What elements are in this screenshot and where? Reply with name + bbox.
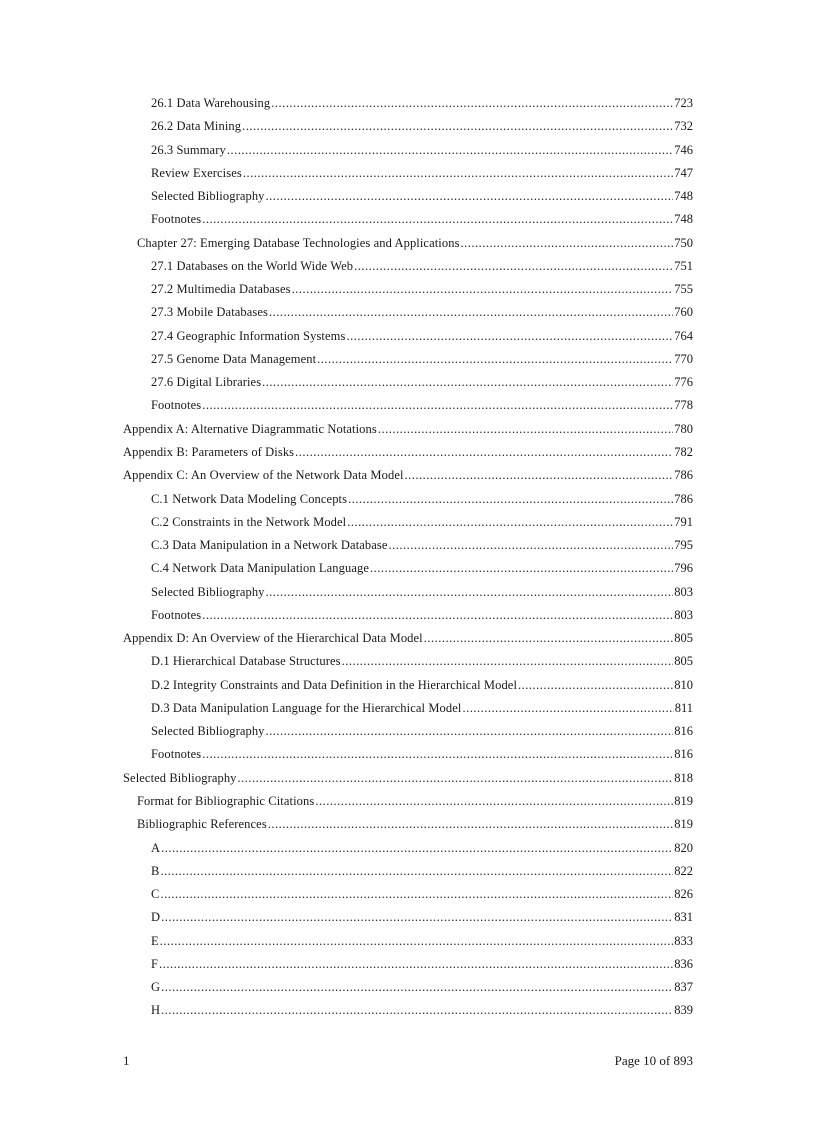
toc-entry-page: 822 <box>674 863 693 878</box>
toc-entry-title: H <box>151 1003 161 1018</box>
dot-leader <box>378 418 673 441</box>
toc-entry-page: 811 <box>674 700 693 715</box>
dot-leader <box>269 301 673 324</box>
toc-entry-title: Appendix A: Alternative Diagrammatic Notations <box>123 421 377 436</box>
toc-entry-page: 786 <box>674 468 693 483</box>
toc-entry[interactable] <box>151 953 693 976</box>
dot-leader <box>243 162 673 185</box>
toc-entry-title: Selected Bibliography <box>151 189 265 204</box>
toc-entry[interactable] <box>151 674 693 697</box>
toc-entry-page: 764 <box>674 328 693 343</box>
dot-leader <box>317 348 673 371</box>
toc-entry-page: 819 <box>674 817 693 832</box>
toc-entry[interactable] <box>151 301 693 324</box>
toc-entry-page: 723 <box>674 96 693 110</box>
toc-entry[interactable] <box>151 650 693 673</box>
toc-entry-title: Selected Bibliography <box>123 770 237 785</box>
toc-entry-page: 816 <box>674 747 693 762</box>
toc-entry-title: 26.2 Data Mining <box>151 119 242 134</box>
toc-entry-page: 810 <box>674 677 693 692</box>
toc-entry-page: 751 <box>674 258 693 273</box>
toc-entry-title: E <box>151 933 159 948</box>
toc-entry[interactable] <box>151 976 693 999</box>
toc-entry-page: 805 <box>674 654 693 669</box>
dot-leader <box>271 92 673 115</box>
toc-entry-page: 831 <box>674 910 693 925</box>
toc-entry[interactable] <box>151 488 693 511</box>
dot-leader <box>242 115 673 138</box>
dot-leader <box>262 371 673 394</box>
toc-entry[interactable] <box>151 860 693 883</box>
toc-entry[interactable] <box>151 185 693 208</box>
toc-entry-page: 803 <box>674 607 693 622</box>
toc-entry-title: D.1 Hierarchical Database Structures <box>151 654 341 669</box>
toc-entry-page: 819 <box>674 793 693 808</box>
toc-entry[interactable] <box>151 743 693 766</box>
dot-leader <box>461 232 674 255</box>
toc-entry[interactable] <box>151 162 693 185</box>
toc-entry-title: A <box>151 840 161 855</box>
toc-entry-title: Format for Bibliographic Citations <box>137 793 315 808</box>
toc-entry-page: 820 <box>674 840 693 855</box>
toc-entry-page: 746 <box>674 142 693 157</box>
dot-leader <box>202 394 673 417</box>
toc-entry-title: C.2 Constraints in the Network Model <box>151 514 347 529</box>
toc-entry-title: 27.3 Mobile Databases <box>151 305 269 320</box>
toc-entry-title: C.3 Data Manipulation in a Network Database <box>151 538 388 553</box>
dot-leader <box>266 581 674 604</box>
dot-leader <box>348 488 673 511</box>
toc-entry[interactable] <box>123 767 693 790</box>
toc-entry-page: 748 <box>674 212 693 227</box>
toc-entry-page: 778 <box>674 398 693 413</box>
dot-leader <box>347 511 673 534</box>
toc-entry-title: F <box>151 956 159 971</box>
toc-entry[interactable] <box>151 325 693 348</box>
toc-entry-title: D <box>151 910 161 925</box>
dot-leader <box>161 999 673 1022</box>
toc-entry-title: C.4 Network Data Manipulation Language <box>151 561 369 576</box>
toc-entry[interactable] <box>151 883 693 906</box>
dot-leader <box>266 720 674 743</box>
toc-entry-page: 836 <box>674 956 693 971</box>
toc-entry[interactable] <box>137 232 693 255</box>
table-of-contents <box>0 92 816 1023</box>
toc-entry[interactable] <box>151 720 693 743</box>
toc-entry-page: 760 <box>674 305 693 320</box>
toc-entry-page: 837 <box>674 980 693 995</box>
toc-entry-page: 795 <box>674 538 693 553</box>
toc-entry-title: Review Exercises <box>151 165 242 180</box>
toc-entry-page: 780 <box>674 421 693 436</box>
toc-entry[interactable] <box>137 790 693 813</box>
toc-entry-page: 748 <box>674 189 693 204</box>
toc-entry-title: G <box>151 980 161 995</box>
toc-entry[interactable] <box>151 255 693 278</box>
dot-leader <box>238 767 674 790</box>
toc-entry-page: 803 <box>674 584 693 599</box>
toc-entry-page: 839 <box>674 1003 693 1018</box>
toc-entry-title: Footnotes <box>151 212 202 227</box>
dot-leader <box>295 441 673 464</box>
dot-leader <box>159 953 673 976</box>
toc-entry-title: C.1 Network Data Modeling Concepts <box>151 491 348 506</box>
dot-leader <box>160 883 673 906</box>
toc-entry[interactable] <box>151 604 693 627</box>
toc-entry-page: 833 <box>674 933 693 948</box>
toc-entry[interactable] <box>151 278 693 301</box>
dot-leader <box>227 139 673 162</box>
toc-entry-page: 747 <box>674 165 693 180</box>
dot-leader <box>202 604 673 627</box>
toc-entry-title: Footnotes <box>151 747 202 762</box>
dot-leader <box>354 255 673 278</box>
dot-leader <box>202 208 673 231</box>
dot-leader <box>518 674 673 697</box>
toc-entry[interactable] <box>137 813 693 836</box>
toc-entry-title: Footnotes <box>151 607 202 622</box>
toc-entry-title: B <box>151 863 160 878</box>
dot-leader <box>268 813 673 836</box>
toc-entry[interactable] <box>151 534 693 557</box>
dot-leader <box>342 650 674 673</box>
toc-entry-title: Selected Bibliography <box>151 584 265 599</box>
toc-entry-title: 26.3 Summary <box>151 142 226 157</box>
toc-entry-title: Appendix B: Parameters of Disks <box>123 444 295 459</box>
toc-entry[interactable] <box>151 999 693 1022</box>
toc-entry-title: 27.1 Databases on the World Wide Web <box>151 258 354 273</box>
toc-entry[interactable] <box>151 906 693 929</box>
dot-leader <box>315 790 673 813</box>
toc-entry-title: D.2 Integrity Constraints and Data Definition in the Hierarchical Model <box>151 677 518 692</box>
toc-entry-title: Bibliographic References <box>137 817 267 832</box>
toc-entry-page: 750 <box>674 235 693 250</box>
toc-entry[interactable] <box>151 348 693 371</box>
toc-entry-title: 27.6 Digital Libraries <box>151 375 262 390</box>
toc-entry[interactable] <box>151 511 693 534</box>
toc-entry-title: 27.5 Genome Data Management <box>151 351 317 366</box>
toc-entry[interactable] <box>123 418 693 441</box>
toc-entry-title: Chapter 27: Emerging Database Technologies and Applications <box>137 235 460 250</box>
toc-entry[interactable] <box>151 139 693 162</box>
dot-leader <box>370 557 673 580</box>
toc-entry[interactable] <box>151 371 693 394</box>
toc-entry-title: C <box>151 887 160 902</box>
toc-entry[interactable] <box>151 92 693 115</box>
dot-leader <box>202 743 673 766</box>
toc-entry[interactable] <box>123 464 693 487</box>
toc-entry[interactable] <box>151 697 693 720</box>
toc-entry-page: 755 <box>674 282 693 297</box>
toc-entry-page: 770 <box>674 351 693 366</box>
dot-leader <box>424 627 674 650</box>
dot-leader <box>346 325 673 348</box>
toc-entry-page: 818 <box>674 770 693 785</box>
dot-leader <box>160 930 674 953</box>
toc-entry[interactable] <box>123 441 693 464</box>
toc-entry-page: 782 <box>674 444 693 459</box>
toc-entry-title: 27.4 Geographic Information Systems <box>151 328 346 343</box>
toc-entry[interactable] <box>151 394 693 417</box>
dot-leader <box>389 534 674 557</box>
toc-entry-page: 796 <box>674 561 693 576</box>
toc-entry[interactable] <box>123 627 693 650</box>
toc-entry[interactable] <box>151 208 693 231</box>
toc-entry[interactable] <box>151 581 693 604</box>
toc-entry-title: 26.1 Data Warehousing <box>151 96 271 110</box>
toc-entry[interactable] <box>151 557 693 580</box>
toc-entry[interactable] <box>151 930 693 953</box>
toc-entry-page: 816 <box>674 724 693 739</box>
toc-entry-page: 791 <box>674 514 693 529</box>
toc-entry-title: Footnotes <box>151 398 202 413</box>
dot-leader <box>161 906 673 929</box>
toc-entry-page: 826 <box>674 887 693 902</box>
dot-leader <box>161 976 673 999</box>
toc-entry-title: 27.2 Multimedia Databases <box>151 282 291 297</box>
toc-entry-title: Appendix C: An Overview of the Network Data Model <box>123 468 404 483</box>
dot-leader <box>405 464 674 487</box>
toc-entry[interactable] <box>151 115 693 138</box>
page-footer <box>123 1052 693 1070</box>
dot-leader <box>292 278 674 301</box>
toc-entry[interactable] <box>151 837 693 860</box>
toc-entry-title: Appendix D: An Overview of the Hierarchical Data Model <box>123 631 423 646</box>
toc-entry-page: 805 <box>674 631 693 646</box>
footer-left-number: 1 <box>123 1053 130 1068</box>
toc-entry-page: 786 <box>674 491 693 506</box>
dot-leader <box>160 860 673 883</box>
dot-leader <box>462 697 673 720</box>
page-indicator: Page 10 of 893 <box>614 1053 693 1068</box>
toc-entry-page: 732 <box>674 119 693 134</box>
dot-leader <box>266 185 674 208</box>
toc-entry-page: 776 <box>674 375 693 390</box>
dot-leader <box>161 837 673 860</box>
toc-entry-title: D.3 Data Manipulation Language for the Hierarchical Model <box>151 700 462 715</box>
toc-entry-title: Selected Bibliography <box>151 724 265 739</box>
